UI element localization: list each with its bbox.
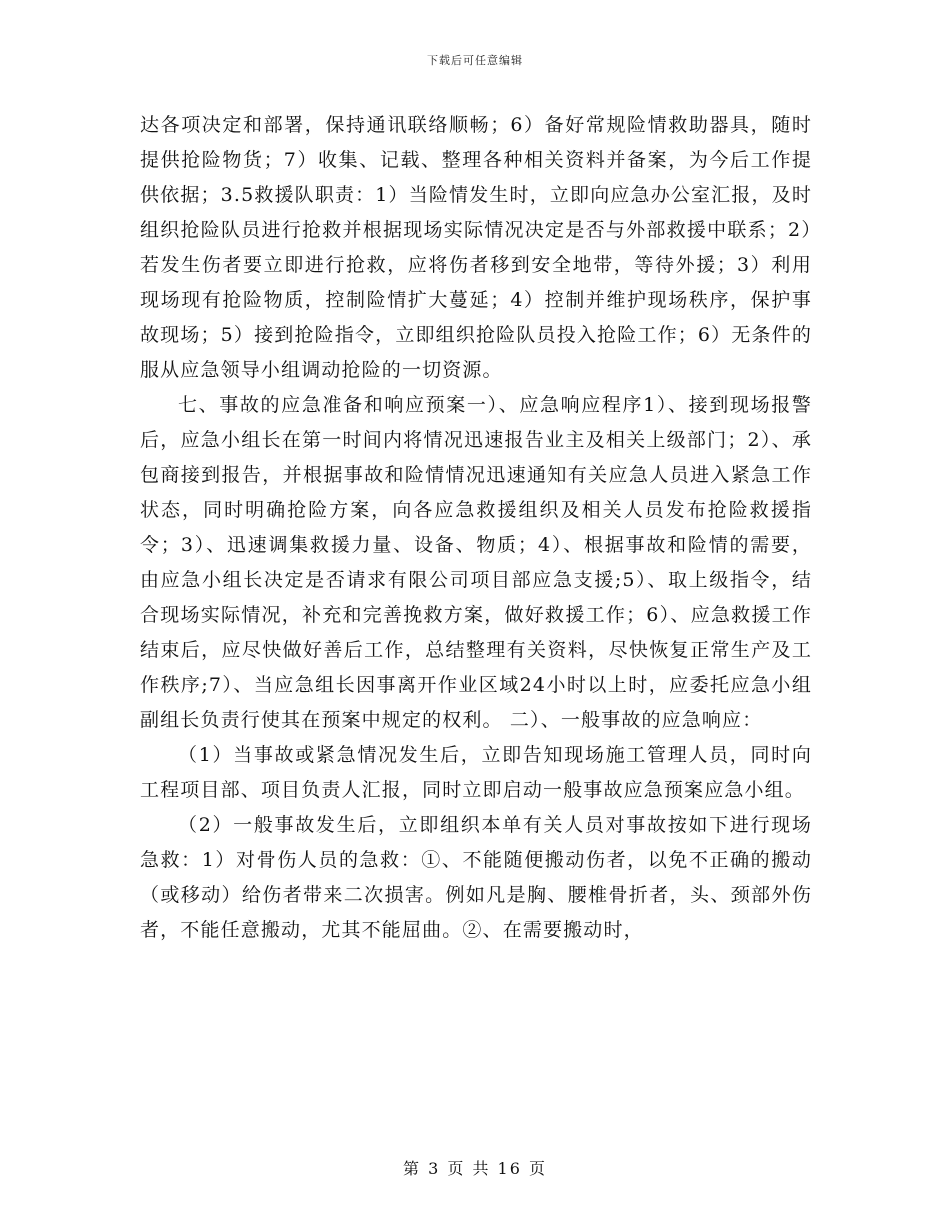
- page-header: 下载后可任意编辑: [427, 54, 523, 67]
- paragraph-first-aid: （2）一般事故发生后，立即组织本单有关人员对事故按如下进行现场急救：1）对骨伤人员的急救：①、不能随便搬动伤者，以免不正确的搬动（或移动）给伤者带来二次损害。例如凡是胸、腰椎骨折者，头、颈部外伤者，不能任意搬动，尤其不能屈曲。②、在需要搬动时，: [140, 814, 812, 941]
- paragraph-emergency-notification: （1）当事故或紧急情况发生后，立即告知现场施工管理人员，同时向工程项目部、项目负责人汇报，同时立即启动一般事故应急预案应急小组。: [140, 744, 812, 801]
- paragraph-rescue-team-duties: 达各项决定和部署，保持通讯联络顺畅；6）备好常规险情救助器具，随时提供抢险物货；7）收集、记载、整理各种相关资料并备案，为今后工作提供依据；3.5救援队职责：1）当险情发生时，立即向应急办公室汇报，及时组织抢险队员进行抢救并根据现场实际情况决定是否与外部救援中联系；2）若发生伤者要立即进行抢救，应将伤者移到安全地带，等待外援；3）利用现场现有抢险物质，控制险情扩大蔓延；4）控制并维护现场秩序，保护事故现场；5）接到抢险指令，立即组织抢险队员投入抢险工作；6）无条件的服从应急领导小组调动抢险的一切资源。: [140, 114, 812, 381]
- paragraph-emergency-response-plan: 七、事故的应急准备和响应预案一）、应急响应程序1）、接到现场报警后，应急小组长在第一时间内将情况迅速报告业主及相关上级部门；2）、承包商接到报告，并根据事故和险情情况迅速通知有关应急人员进入紧急工作状态，同时明确抢险方案，向各应急救援组织及相关人员发布抢险救援指令；3）、迅速调集救援力量、设备、物质；4）、根据事故和险情的需要，由应急小组长决定是否请求有限公司项目部应急支援;5）、取上级指令，结合现场实际情况，补充和完善挽救方案，做好救援工作；6）、应急救援工作结束后，应尽快做好善后工作，总结整理有关资料，尽快恢复正常生产及工作秩序;7）、当应急组长因事离开作业区域24小时以上时，应委托应急小组副组长负责行使其在预案中规定的权利。 二）、一般事故的应急响应：: [140, 394, 812, 731]
- document-body: [140, 108, 812, 948]
- page-number: 第 3 页 共 16 页: [403, 1159, 547, 1178]
